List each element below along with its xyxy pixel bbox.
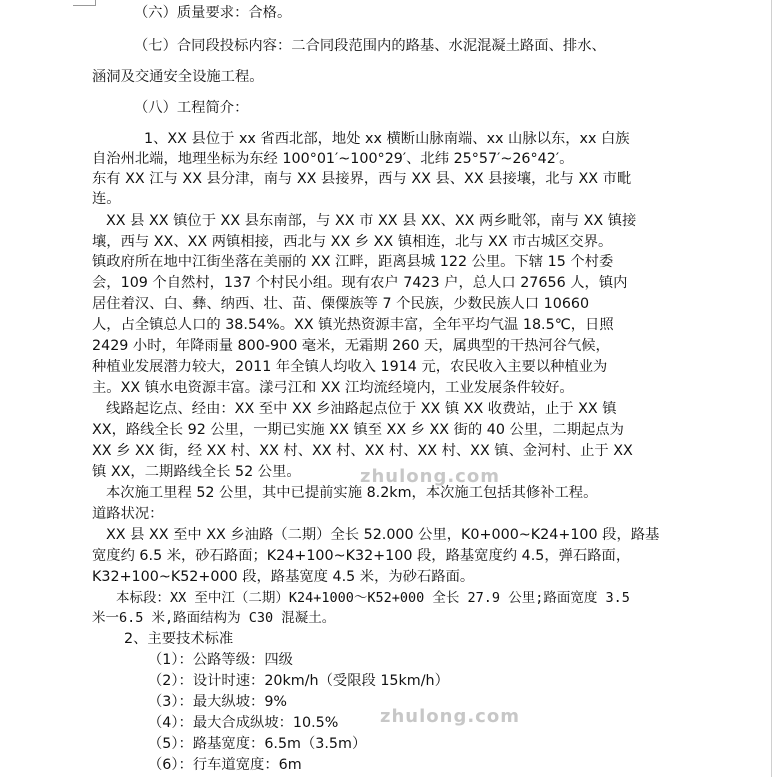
text-line: 2、主要技术标准 <box>124 631 234 647</box>
text-line: XX 县 XX 镇位于 XX 县东南部，与 XX 市 XX 县 XX、XX 两乡毗邻，南与 XX 镇接 <box>106 213 637 229</box>
text-line: （4）：最大合成纵坡：10.5% <box>148 715 339 731</box>
text-line: （5）：路基宽度：6.5m（3.5m） <box>148 736 367 752</box>
watermark: zhulong.com <box>360 466 500 487</box>
text-line: 宽度约 6.5 米，砂石路面；K24+100~K32+100 段，路基宽度约 4.5，弹石路面， <box>92 548 631 564</box>
text-line: 本标段：XX 至中江（二期）K24+1000～K52+000 全长 27.9 公里;路面宽度 3.5 <box>116 590 630 606</box>
text-line: （八）工程简介： <box>134 100 249 116</box>
text-line: 1、XX 县位于 xx 省西北部，地处 xx 横断山脉南端、xx 山脉以东，xx 白族 <box>144 131 630 147</box>
text-line: XX 县 XX 至中 XX 乡油路（二期）全长 52.000 公里，K0+000~K24+100 段，路基 <box>106 527 660 543</box>
text-line: 会，109 个自然村，137 个村民小组。现有农户 7423 户，总人口 27656 人，镇内 <box>92 275 628 291</box>
text-line: （3）：最大纵坡：9% <box>148 694 288 710</box>
text-line: （七）合同段投标内容：二合同段范围内的路基、水泥混凝土路面、排水、 <box>134 38 606 54</box>
text-line: 镇 XX，二期路线全长 52 公里。 <box>92 464 301 480</box>
text-line: 壤，西与 XX、XX 两镇相接，西北与 XX 乡 XX 镇相连，北与 XX 市古城区交界。 <box>92 234 613 250</box>
text-line: K32+100~K52+000 段，路基宽度 4.5 米，为砂石路面。 <box>92 569 475 585</box>
text-line: （2）：设计时速：20km/h（受限段 15km/h） <box>148 673 449 689</box>
text-line: 涵洞及交通安全设施工程。 <box>92 69 264 85</box>
text-line: （6）：行车道宽度：6m <box>148 757 302 773</box>
crop-mark <box>73 0 96 6</box>
text-line: （1）：公路等级：四级 <box>148 652 293 668</box>
text-line: 线路起讫点、经由：XX 至中 XX 乡油路起点位于 XX 镇 XX 收费站，止于 XX 镇 <box>106 401 617 417</box>
text-line: 种植业发展潜力较大，2011 年全镇人均收入 1914 元，农民收入主要以种植业为 <box>92 359 608 375</box>
text-line: 道路状况： <box>92 506 164 522</box>
text-line: 镇政府所在地中江街坐落在美丽的 XX 江畔，距离县城 122 公里。下辖 15 个村委 <box>92 254 614 270</box>
text-line: 本次施工里程 52 公里，其中已提前实施 8.2km，本次施工包括其修补工程。 <box>106 485 598 501</box>
text-line: XX 乡 XX 街，经 XX 村、XX 村、XX 村、XX 村、XX 村、XX 镇、金河村、止于 XX <box>92 443 633 459</box>
text-line: 人，占全镇总人口的 38.54%。XX 镇光热资源丰富，全年平均气温 18.5℃，日照 <box>92 317 614 333</box>
text-line: 东有 XX 江与 XX 县分津，南与 XX 县接界，西与 XX 县、XX 县接壤，北与 XX 市毗 <box>92 171 632 187</box>
watermark: zhulong.com <box>380 706 520 727</box>
text-line: 主。XX 镇水电资源丰富。漾弓江和 XX 江均流经境内，工业发展条件较好。 <box>92 380 574 396</box>
text-line: 米一6.5 米,路面结构为 C30 混凝土。 <box>92 610 336 626</box>
text-line: 自治州北端，地理坐标为东经 100°01′~100°29′、北纬 25°57′~26°42′。 <box>92 151 574 167</box>
text-line: （六）质量要求：合格。 <box>134 5 292 21</box>
text-line: XX，路线全长 92 公里，一期已实施 XX 镇至 XX 乡 XX 街的 40 公里，二期起点为 <box>92 422 624 438</box>
text-line: 连。 <box>92 191 121 207</box>
text-line: 2429 小时，年降雨量 800-900 毫米，无霜期 260 天，属典型的干热河谷气候， <box>92 338 610 354</box>
text-line: 居住着汉、白、彝、纳西、壮、苗、傈僳族等 7 个民族，少数民族人口 10660 <box>92 296 590 312</box>
